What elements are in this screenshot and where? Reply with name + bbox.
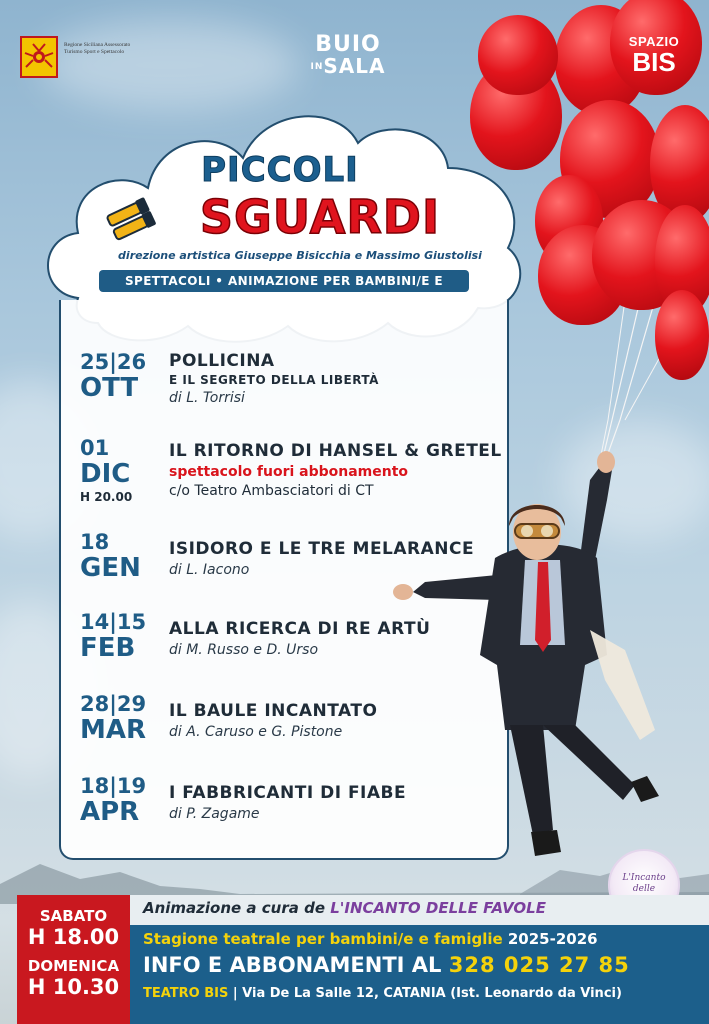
show-date	[80, 692, 146, 744]
in-text: IN	[310, 62, 324, 72]
show-author: di M. Russo e D. Urso	[169, 642, 319, 658]
show-month: DIC	[80, 459, 131, 489]
show-info	[169, 700, 377, 742]
subtitle-banner: SPETTACOLI • ANIMAZIONE PER BAMBINI/E E	[99, 270, 469, 292]
show-author: di A. Caruso e G. Pistone	[169, 724, 343, 740]
sala-text: SALA	[323, 54, 386, 78]
sunday-time: H 10.30	[27, 975, 120, 999]
show-info	[169, 782, 406, 824]
region-text: Regione Siciliana Assessorato Turismo Sport e Spettacolo	[64, 42, 131, 55]
animation-prefix: Animazione a cura de	[143, 899, 331, 917]
title-sguardi: SGUARDI	[199, 190, 441, 244]
show-month: GEN	[80, 553, 141, 583]
binoculars-icon	[106, 196, 158, 242]
title-piccoli: PICCOLI	[201, 150, 359, 190]
spazio-text: SPAZIO	[628, 34, 680, 49]
show-days: 18|19	[80, 774, 147, 798]
show-date	[80, 530, 141, 582]
info-line	[143, 953, 630, 977]
show-author: di L. Torrisi	[169, 390, 245, 406]
show-title: ISIDORO E LE TRE MELARANCE	[169, 539, 475, 559]
artistic-direction: direzione artistica Giuseppe Bisicchia e Massimo Giustolisi	[118, 249, 482, 262]
theatre-name: TEATRO BIS	[143, 986, 229, 1001]
show-note: spettacolo fuori abbonamento	[169, 464, 409, 480]
balloon	[655, 290, 709, 380]
show-days: 18	[80, 530, 110, 554]
show-info	[169, 350, 379, 408]
show-month: FEB	[80, 633, 136, 663]
spazio-bis-logo	[622, 34, 686, 75]
address-line	[143, 986, 622, 1001]
show-month: MAR	[80, 715, 147, 745]
info-text: INFO E ABBONAMENTI AL	[143, 953, 449, 977]
phone-number: 328 025 27 85	[448, 953, 630, 977]
show-subtitle: E IL SEGRETO DELLA LIBERTÀ	[169, 373, 379, 387]
show-venue: c/o Teatro Ambasciatori di CT	[169, 483, 374, 499]
buio-text: BUIO	[315, 32, 381, 57]
show-title: I FABBRICANTI DI FIABE	[169, 783, 407, 803]
show-title: POLLICINA	[169, 351, 275, 371]
boy-illustration	[385, 440, 685, 880]
animation-company: L'INCANTO DELLE FAVOLE	[330, 899, 546, 917]
show-title: IL RITORNO DI HANSEL & GRETEL	[169, 441, 502, 461]
show-date	[80, 610, 146, 662]
season-line	[143, 930, 598, 948]
show-days: 14|15	[80, 610, 147, 634]
schedule-box	[17, 895, 130, 1024]
show-date	[80, 350, 146, 402]
show-title: IL BAULE INCANTATO	[169, 701, 378, 721]
show-days: 01	[80, 436, 110, 460]
show-days: 25|26	[80, 350, 147, 374]
show-month: APR	[80, 797, 140, 827]
saturday-label: SABATO	[39, 907, 108, 925]
saturday-time: H 18.00	[27, 925, 120, 949]
show-hour: H 20.00	[80, 490, 133, 504]
show-title: ALLA RICERCA DI RE ARTÙ	[169, 619, 431, 639]
show-date	[80, 774, 146, 826]
show-author: di L. Iacono	[169, 562, 250, 578]
animation-credit	[143, 899, 546, 917]
season-text: Stagione teatrale per bambini/e e famiglie	[143, 930, 508, 948]
season-years: 2025-2026	[507, 930, 598, 948]
balloon	[478, 15, 558, 95]
badge-line-1: L'Incanto	[622, 873, 666, 883]
bis-text: BIS	[632, 47, 676, 77]
show-author: di P. Zagame	[169, 806, 260, 822]
show-month: OTT	[80, 373, 139, 403]
badge-line-2: delle	[632, 884, 656, 894]
show-days: 28|29	[80, 692, 147, 716]
theatre-address: | Via De La Salle 12, CATANIA (Ist. Leonardo da Vinci)	[228, 986, 622, 1001]
sunday-label: DOMENICA	[27, 957, 120, 975]
show-date	[80, 436, 132, 504]
